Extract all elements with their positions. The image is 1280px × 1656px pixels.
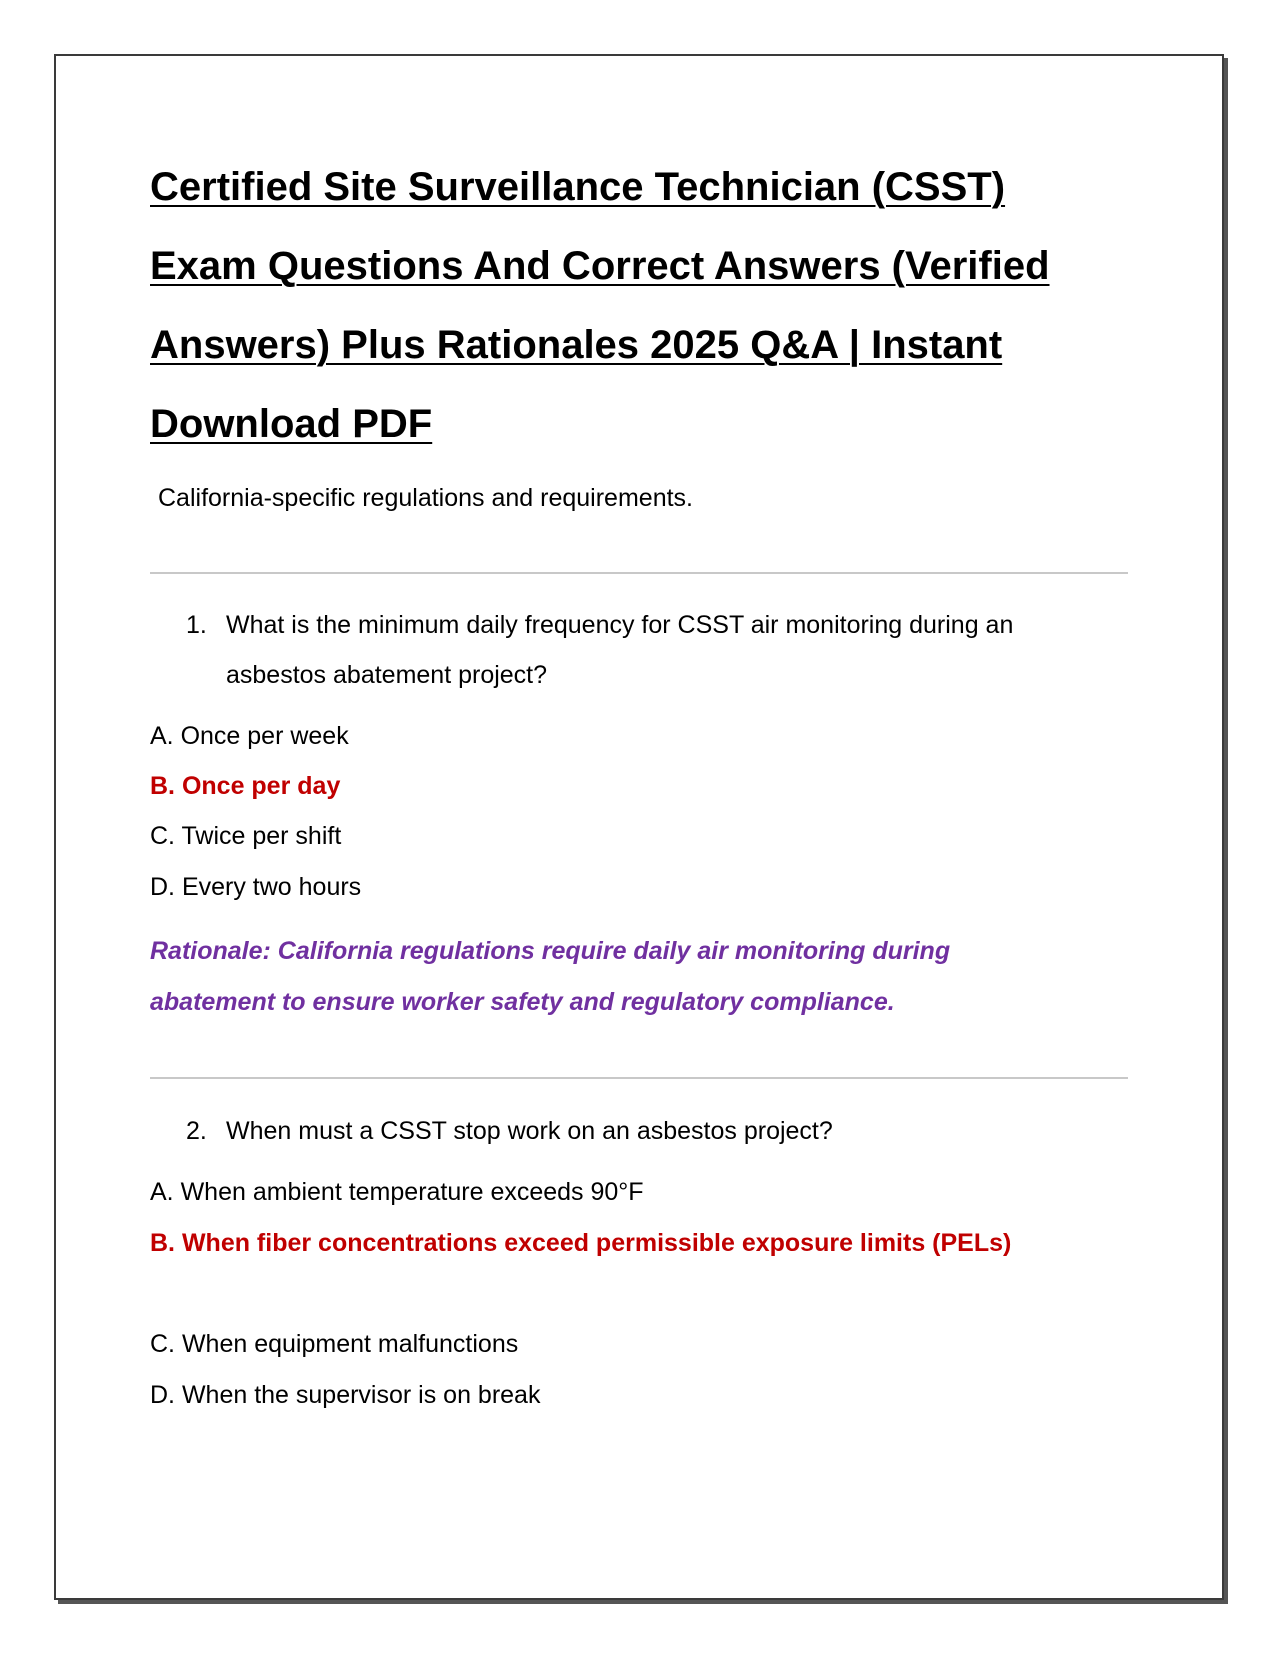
q1-option-d: D. Every two hours [150,873,362,901]
document-title: Certified Site Surveillance Technician (CSST) Exam Questions And Correct Answers (Verified Answers) Plus Rationales 2025 Q&A | Instant Download PDF [150,165,1050,446]
question-1 [186,600,1086,700]
q2-option-d: D. When the supervisor is on break [150,1381,541,1409]
question-number: 2. [186,1117,207,1145]
q1-rationale: Rationale: California regulations require daily air monitoring during abatement to ensure worker safety and regulatory compliance. [150,937,951,1016]
q2-option-a: A. When ambient temperature exceeds 90°F [150,1178,644,1206]
document-subtitle: California-specific regulations and requirements. [158,484,693,512]
q1-option-b-correct: B. Once per day [150,772,341,800]
section-divider [150,1077,1128,1079]
question-2 [186,1106,1086,1156]
q1-option-a: A. Once per week [150,722,349,750]
q1-option-c: C. Twice per shift [150,822,342,850]
question-number: 1. [186,611,207,639]
section-divider [150,572,1128,574]
question-text: When must a CSST stop work on an asbestos project? [226,1117,833,1145]
q2-option-c: C. When equipment malfunctions [150,1330,519,1358]
question-text: What is the minimum daily frequency for CSST air monitoring during an asbestos abatement project? [226,611,1014,689]
q2-option-b-correct: B. When fiber concentrations exceed permissible exposure limits (PELs) [150,1229,1012,1257]
